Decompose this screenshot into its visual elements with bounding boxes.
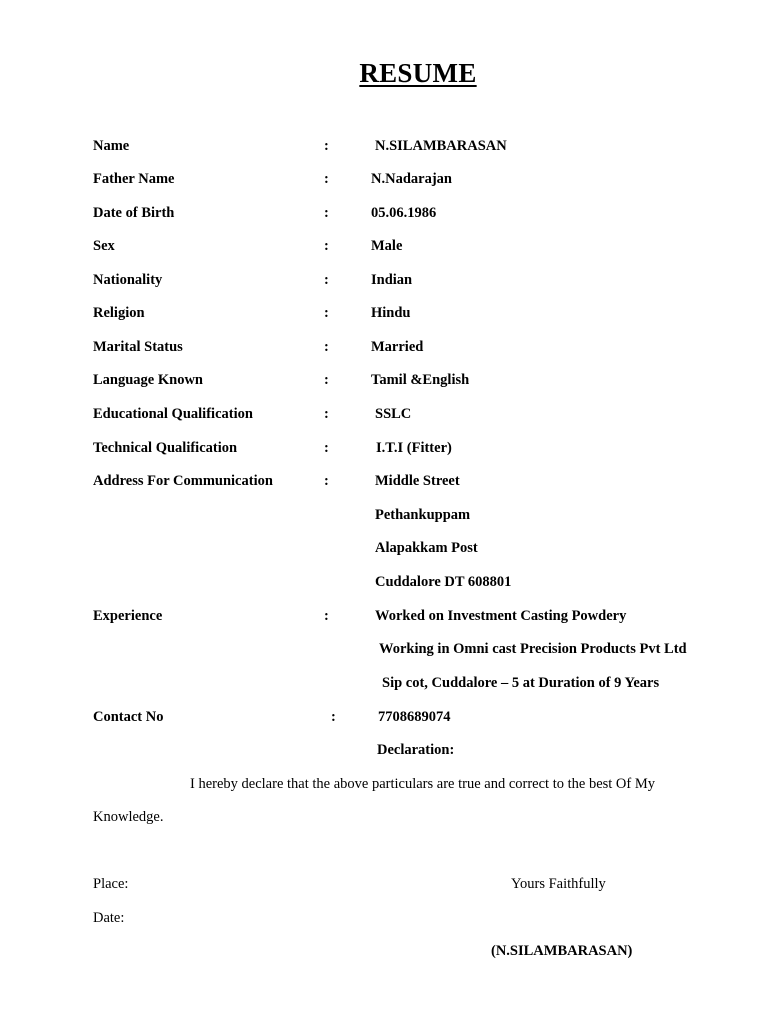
field-value: Tamil &English (371, 372, 470, 388)
field-colon: : (324, 372, 329, 388)
field-colon: : (324, 339, 329, 355)
field-label: Language Known (93, 372, 203, 388)
field-row-experience (0, 608, 768, 630)
field-row-educational-qualification (0, 406, 768, 428)
field-colon: : (324, 138, 329, 154)
field-row-nationality (0, 272, 768, 294)
field-row-marital-status (0, 339, 768, 361)
field-row-date-of-birth (0, 205, 768, 227)
field-label: Technical Qualification (93, 440, 238, 456)
field-row-address (0, 473, 768, 495)
field-label: Contact No (93, 709, 164, 725)
declaration-heading: Declaration: (377, 742, 455, 758)
field-colon: : (324, 608, 329, 624)
field-colon: : (324, 305, 329, 321)
declaration-heading-row (0, 742, 768, 764)
field-label: Nationality (93, 272, 163, 288)
field-value: N.SILAMBARASAN (375, 138, 507, 154)
field-label: Date of Birth (93, 205, 175, 221)
field-label: Address For Communication (93, 473, 273, 489)
field-colon: : (324, 238, 329, 254)
address-continuation (0, 507, 768, 529)
field-row-technical-qualification (0, 440, 768, 462)
declaration-text-line1: I hereby declare that the above particulars are true and correct to the best Of My (190, 776, 655, 792)
signature-name: (N.SILAMBARASAN) (491, 943, 633, 959)
experience-line: Sip cot, Cuddalore – 5 at Duration of 9 Years (382, 675, 660, 691)
field-row-contact (0, 709, 768, 731)
field-value: Male (371, 238, 403, 254)
date-label: Date: (93, 910, 125, 926)
field-row-father-name (0, 171, 768, 193)
address-continuation (0, 540, 768, 562)
field-value: I.T.I (Fitter) (376, 440, 452, 456)
field-label: Experience (93, 608, 163, 624)
field-colon: : (324, 440, 329, 456)
field-label: Father Name (93, 171, 175, 187)
field-value: 05.06.1986 (371, 205, 437, 221)
address-line: Cuddalore DT 608801 (375, 574, 512, 590)
place-label: Place: (93, 876, 129, 892)
field-value: SSLC (375, 406, 412, 422)
field-row-sex (0, 238, 768, 260)
declaration-text-line2: Knowledge. (93, 809, 164, 825)
experience-continuation (0, 641, 768, 663)
field-value: Indian (371, 272, 413, 288)
field-value: N.Nadarajan (371, 171, 452, 187)
experience-continuation (0, 675, 768, 697)
field-colon: : (324, 473, 329, 489)
experience-line: Working in Omni cast Precision Products Pvt Ltd (379, 641, 687, 657)
field-label: Name (93, 138, 130, 154)
field-label: Sex (93, 238, 115, 254)
field-row-language-known (0, 372, 768, 394)
field-label: Marital Status (93, 339, 183, 355)
experience-line: Worked on Investment Casting Powdery (375, 608, 627, 624)
address-line: Pethankuppam (375, 507, 471, 523)
field-colon: : (331, 709, 336, 725)
address-line: Alapakkam Post (375, 540, 478, 556)
field-colon: : (324, 205, 329, 221)
resume-title: RESUME (359, 58, 477, 88)
address-continuation (0, 574, 768, 596)
field-row-religion (0, 305, 768, 327)
field-label: Educational Qualification (93, 406, 253, 422)
field-value: 7708689074 (378, 709, 451, 725)
closing-text: Yours Faithfully (511, 876, 606, 892)
field-value: Hindu (371, 305, 411, 321)
field-value: Married (371, 339, 424, 355)
field-label: Religion (93, 305, 145, 321)
field-colon: : (324, 272, 329, 288)
address-line: Middle Street (375, 473, 460, 489)
field-colon: : (324, 406, 329, 422)
field-row-name (0, 138, 768, 160)
field-colon: : (324, 171, 329, 187)
